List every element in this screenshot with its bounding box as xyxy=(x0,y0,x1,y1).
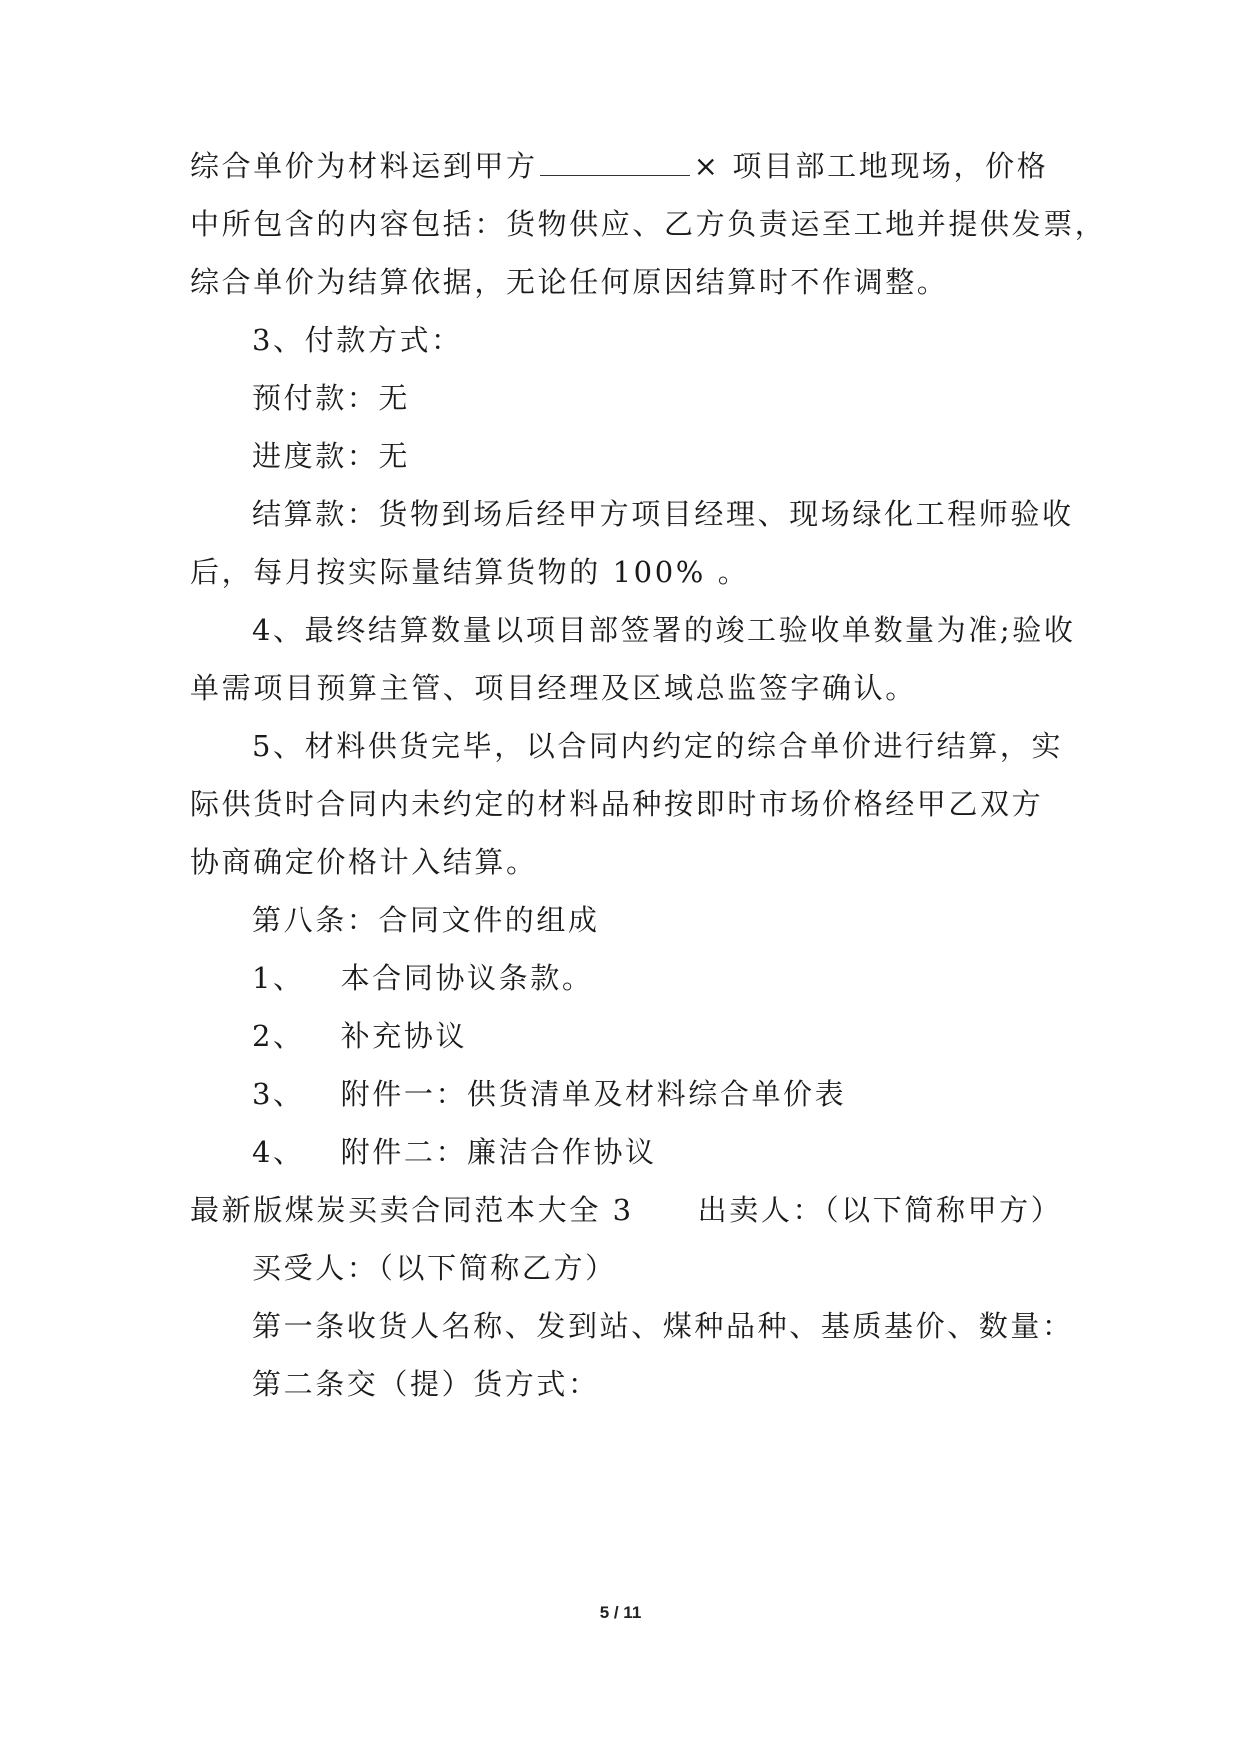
paragraph-line: 协商确定价格计入结算。 xyxy=(190,845,538,879)
clause-4-line: 4、最终结算数量以项目部签署的竣工验收单数量为准;验收 xyxy=(252,613,1076,647)
list-number: 1、 xyxy=(252,961,305,995)
fill-in-blank xyxy=(540,151,690,176)
list-text: 附件二：廉洁合作协议 xyxy=(340,1135,657,1169)
list-item xyxy=(252,1132,657,1172)
list-item xyxy=(252,1016,467,1056)
settlement-payment-line: 结算款：货物到场后经甲方项目经理、现场绿化工程师验收 xyxy=(252,497,1074,531)
section-title: 最新版煤炭买卖合同范本大全 3 xyxy=(190,1193,634,1227)
clause-5-line: 5、材料供货完毕，以合同内约定的综合单价进行结算，实 xyxy=(252,729,1064,763)
list-number: 2、 xyxy=(252,1019,305,1053)
article-1-line: 第一条收货人名称、发到站、煤种品种、基质基价、数量： xyxy=(252,1309,1074,1343)
article-2-line: 第二条交（提）货方式： xyxy=(252,1367,600,1401)
seller-line: 出卖人：（以下简称甲方） xyxy=(697,1193,1063,1227)
progress-payment-line: 进度款：无 xyxy=(252,439,411,473)
text-segment: 综合单价为材料运到甲方 xyxy=(190,149,538,183)
paragraph-line: 中所包含的内容包括：货物供应、乙方负责运至工地并提供发票， xyxy=(190,207,1107,241)
page-number: 5 / 11 xyxy=(599,1603,642,1622)
list-number: 3、 xyxy=(252,1077,305,1111)
list-number: 4、 xyxy=(252,1135,305,1169)
paragraph-line xyxy=(190,146,1048,186)
advance-payment-line: 预付款：无 xyxy=(252,381,411,415)
list-text: 补充协议 xyxy=(340,1019,468,1053)
list-text: 附件一：供货清单及材料综合单价表 xyxy=(340,1077,847,1111)
paragraph-line: 后，每月按实际量结算货物的 100% 。 xyxy=(190,555,750,589)
buyer-line: 买受人：（以下简称乙方） xyxy=(252,1251,617,1285)
section-title-line xyxy=(190,1190,1062,1230)
paragraph-line: 单需项目预算主管、项目经理及区域总监签字确认。 xyxy=(190,671,917,705)
list-text: 本合同协议条款。 xyxy=(340,961,594,995)
list-item xyxy=(252,958,593,998)
text-segment: × 项目部工地现场，价格 xyxy=(693,149,1049,183)
list-item xyxy=(252,1074,846,1114)
payment-method-heading: 3、付款方式： xyxy=(252,323,463,357)
article-8-heading: 第八条：合同文件的组成 xyxy=(252,903,600,937)
paragraph-line: 综合单价为结算依据，无论任何原因结算时不作调整。 xyxy=(190,265,949,299)
paragraph-line: 际供货时合同内未约定的材料品种按即时市场价格经甲乙双方 xyxy=(190,787,1044,821)
